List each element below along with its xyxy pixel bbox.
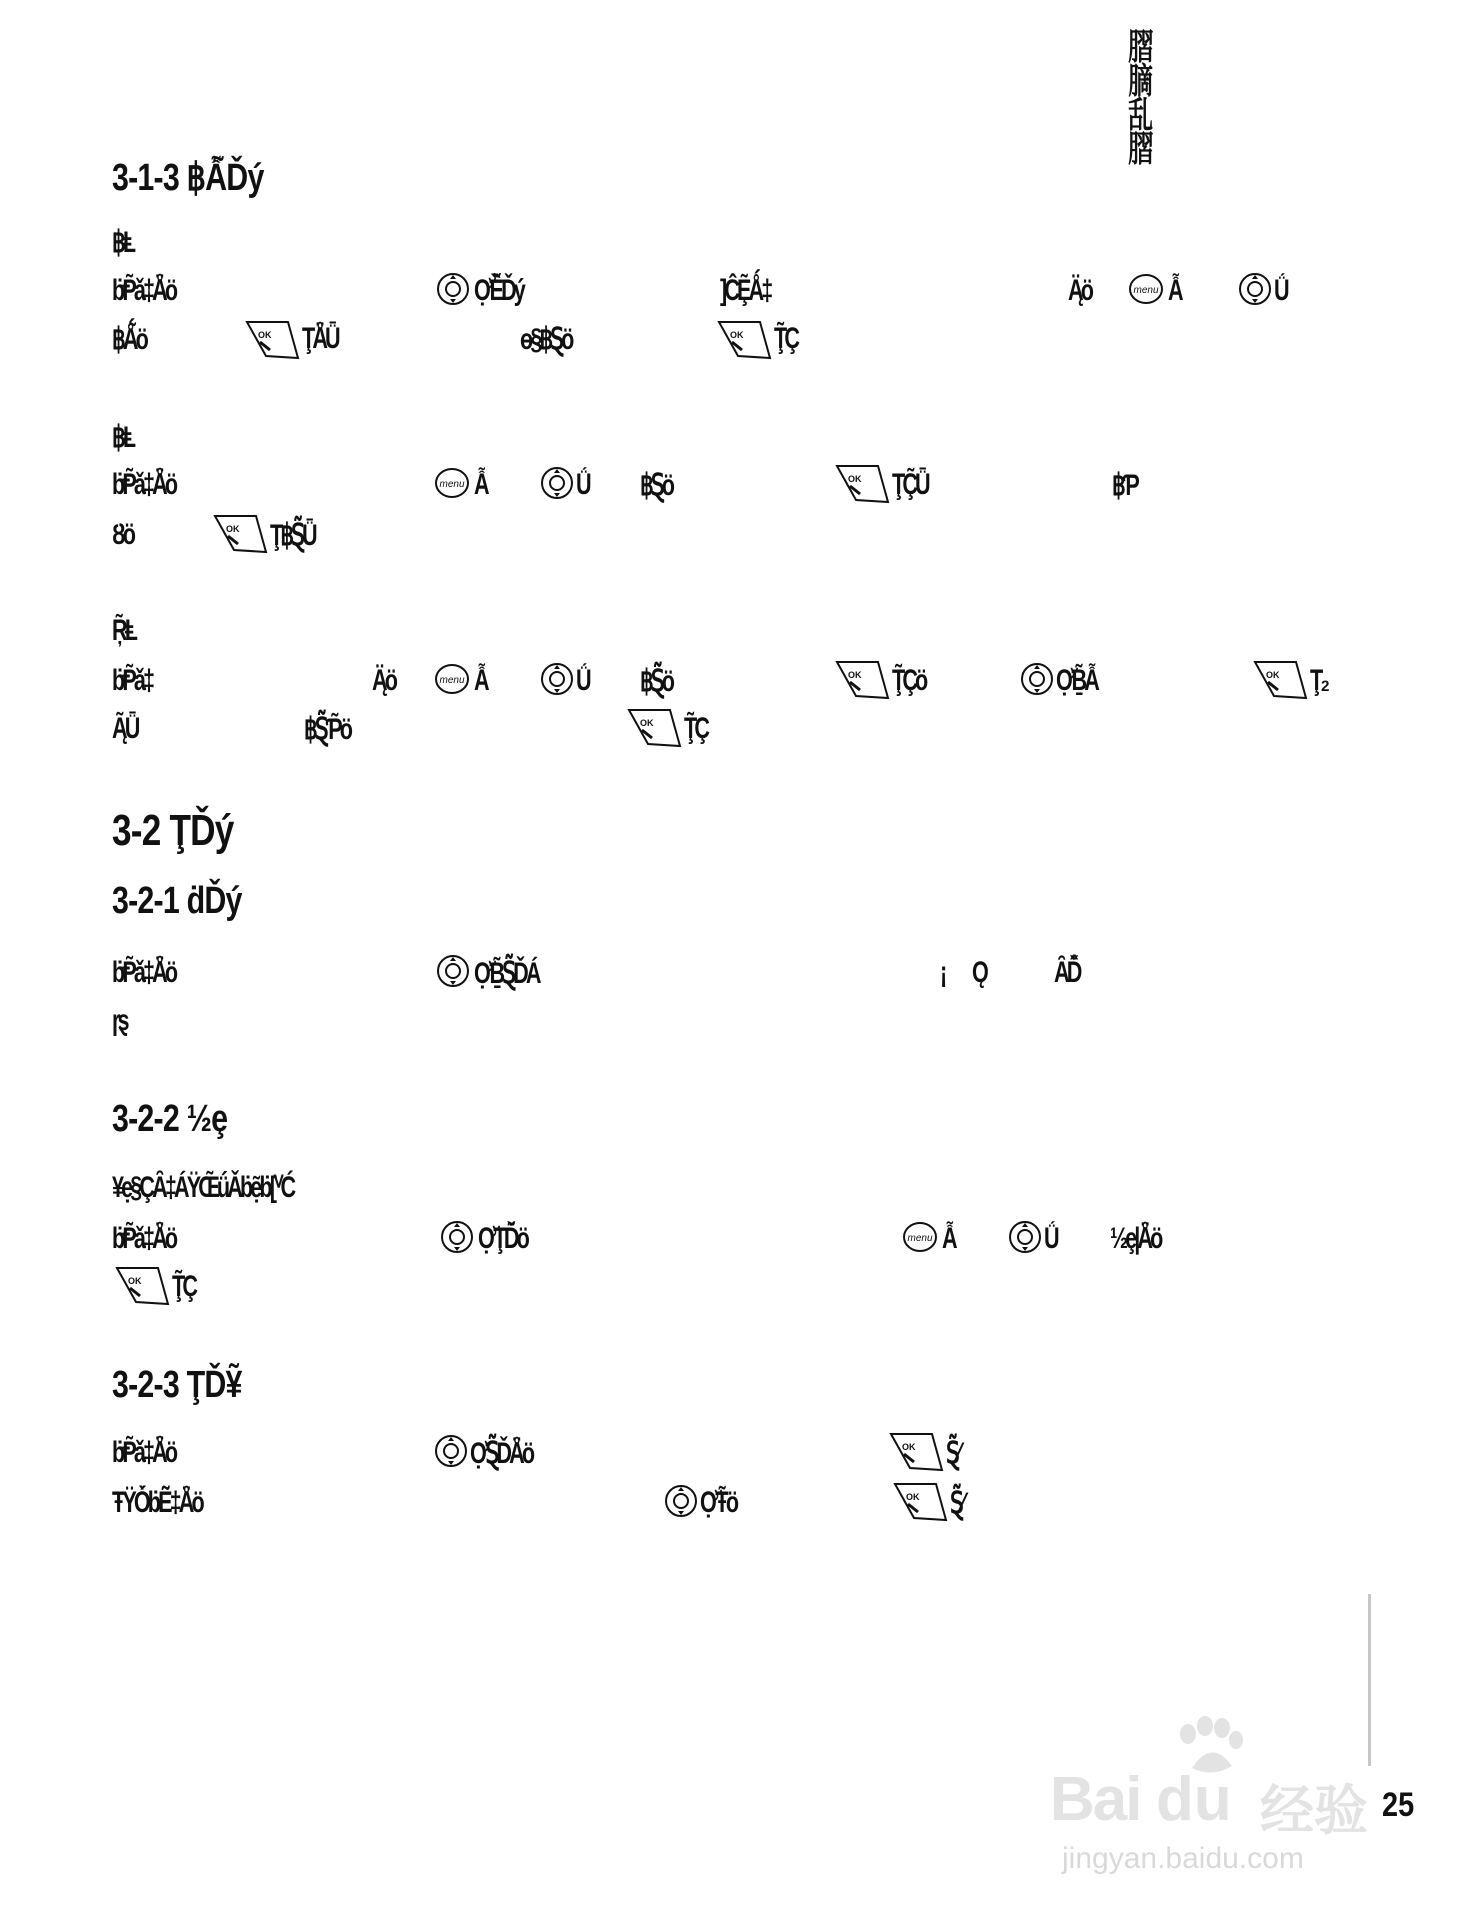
ok-key-label: OK [902,1442,916,1452]
para3-line2-text-b: ฿Ȿ̃Ƥ̃ö [304,713,351,746]
para1-line1-text-b: Ợ̆Ȅ̆Ďý [474,274,523,307]
para1-label: ฿Ⱡ [112,226,134,259]
ok-key-label: OK [848,670,862,680]
para2-line1-text-e: ŢÇ̃Ǖ [892,468,928,501]
para2-line1-text-a: ḃⱣ̃ǎ‡Å̈ö [112,468,176,501]
s321-line1-text-d: Ǫ [972,956,986,989]
s321-line1-text-e: ȂĎ̂ [1054,956,1080,989]
ok-softkey-icon [626,706,682,748]
para3-line1-text-c: Ẫ [474,664,487,697]
para2-line1-text-f: ฿Ƥ [1112,469,1137,502]
para1-line1-text-e: Ẫ [1168,274,1181,307]
para3-line2-text-c: Ţ̃Ç [684,712,708,745]
watermark-brand-du: du [1156,1765,1232,1834]
s323-line2-text-a: ŦŸÓ̀ḃẼ̃‡Å̈ö [112,1486,202,1519]
section-title-3-2-2: 3-2-2 ½ȩ [112,1098,228,1140]
watermark-brand: Bai [1050,1765,1141,1834]
s322-line1-text-b: Ợ̆ŢĎ̃ö [478,1222,527,1255]
ok-key-label: OK [730,330,744,340]
ok-key-label: OK [1266,670,1280,680]
s322-line1-text-c: Ẫ [942,1222,955,1255]
ok-softkey-icon [716,318,772,360]
para1-line1-text-a: ḃⱣ̃ǎ‡Å̈ö [112,274,176,307]
para3-line2-text-a: Ą̃Ǖ [112,712,138,745]
para3-line1-text-d: Ǘ [576,664,589,697]
para2-line1-text-d: ฿Ȿö [640,469,673,502]
nav-key-icon [436,954,470,988]
para1-line1-text-d: Ą̈ö [1068,274,1092,307]
nav-key-icon [664,1484,698,1518]
nav-key-icon [1008,1220,1042,1254]
para3-line1-text-g: Ợ̆Ḇ̃Ẫ [1056,664,1097,697]
menu-key-icon [1128,272,1164,306]
menu-key-icon [434,466,470,500]
section-title-3-2: 3-2 ŢĎý [112,806,234,855]
ok-key-label: OK [258,330,272,340]
section-title-3-2-3: 3-2-3 ŢĎ¥̃ [112,1364,242,1406]
watermark-url: jingyan.baidu.com [1062,1842,1304,1875]
s323-line2-text-c: Ȿ̃⁄ [950,1487,962,1520]
para2-line1-text-b: Ẫ [474,468,487,501]
para1-line2-text-d: Ţ̃Ç [774,322,798,355]
ok-key-label: OK [128,1276,142,1286]
nav-key-icon [440,1220,474,1254]
corner-mark [1128,26,1156,169]
ok-softkey-icon [1252,658,1308,700]
watermark-cn: 经验 [1260,1781,1368,1841]
menu-key-label: menu [1133,285,1159,296]
para1-line2-text-a: ฿Ǻ̃ö [112,323,146,356]
s322-line1-text-d: Ǘ [1044,1222,1057,1255]
s323-line1-text-b: Ợ̆Ȿ̃ĎÅ̈ö [470,1437,533,1470]
para3-line1-text-b: Ą̈ö [372,664,396,697]
nav-key-icon [1238,272,1272,306]
ok-softkey-icon [892,1480,948,1522]
section-title-3-2-1: 3-2-1 ḋĎý [112,880,242,922]
para3-line1-text-h: Ţ₂ [1310,664,1328,697]
menu-key-label: menu [439,479,465,490]
s322-line1-text-a: ḃⱣ̃ǎ‡Å̈ö [112,1222,176,1255]
para1-line1-text-c: ]ĈȨ̃Ǻ‡ [720,274,771,307]
section-title-3-1-3: 3-1-3 ฿Ẫ̃Ďý [112,157,264,199]
menu-key-icon [434,662,470,696]
para1-line2-text-c: ɵ§฿Ȿö [520,323,572,356]
para1-line1-text-f: Ǘ [1274,274,1287,307]
para2-line1-text-c: Ǘ [576,468,589,501]
s323-line1-text-c: Ȿ̃⁄ [946,1437,958,1470]
s321-line1-text-c: ¡ [940,956,945,989]
menu-key-label: menu [439,675,465,686]
s321-line1-text-a: ḃⱣ̃ǎ‡Å̈ö [112,956,176,989]
ok-softkey-icon [834,462,890,504]
nav-key-icon [540,662,574,696]
page-number: 25 [1382,1786,1415,1824]
para2-line2-text-b: Ţ฿Ȿ̃Ǖ [270,519,315,552]
ok-key-label: OK [848,474,862,484]
nav-key-icon [540,466,574,500]
ok-key-label: OK [640,718,654,728]
s321-line2-text-a: ɼȿ [112,1004,127,1037]
para3-line1-text-a: ḃⱣ̃ǎ‡ [112,664,153,697]
ok-softkey-icon [834,658,890,700]
para3-line1-text-f: Ţ̃Çö [892,664,926,697]
ok-softkey-icon [888,1430,944,1472]
s322-line1-text-e: ½ȩ|Å̈ö [1110,1222,1161,1255]
menu-key-icon [902,1220,938,1254]
corner-mark-text: 䐲 䐱 乱 䐲 [1128,26,1150,169]
s322-line0-text: ¥ẹ§ÇȂ‡ÁŸŒ̃ǘǍḃẹ̃ḃ[ⱽĆ [112,1171,294,1204]
s323-line2-text-b: Ợ̆Ŧ̃ö [700,1486,737,1519]
ok-key-label: OK [226,524,240,534]
baidu-watermark [1050,1716,1390,1886]
para2-label: ฿Ⱡ [112,421,134,454]
ok-softkey-icon [212,512,268,554]
s321-line1-text-b: Ợ̆Ḇ̃Ȿ̃ĎÁ [474,957,539,990]
ok-softkey-icon [244,318,300,360]
ok-softkey-icon [114,1264,170,1306]
nav-key-icon [1020,662,1054,696]
menu-key-label: menu [907,1233,933,1244]
para3-label: Ŗ̃Ⱡ [112,614,136,647]
ok-key-label: OK [906,1492,920,1502]
para2-line2-text-a: Ȣö [112,518,134,551]
s322-line2-text-a: Ţ̃Ç [172,1270,196,1303]
para3-line1-text-e: ฿Ȿ̃ö [640,665,673,698]
s323-line1-text-a: ḃⱣ̃ǎ‡Å̈ö [112,1436,176,1469]
nav-key-icon [434,1434,468,1468]
para1-line2-text-b: ŢÅ̈Ǖ [302,322,338,355]
nav-key-icon [436,272,470,306]
